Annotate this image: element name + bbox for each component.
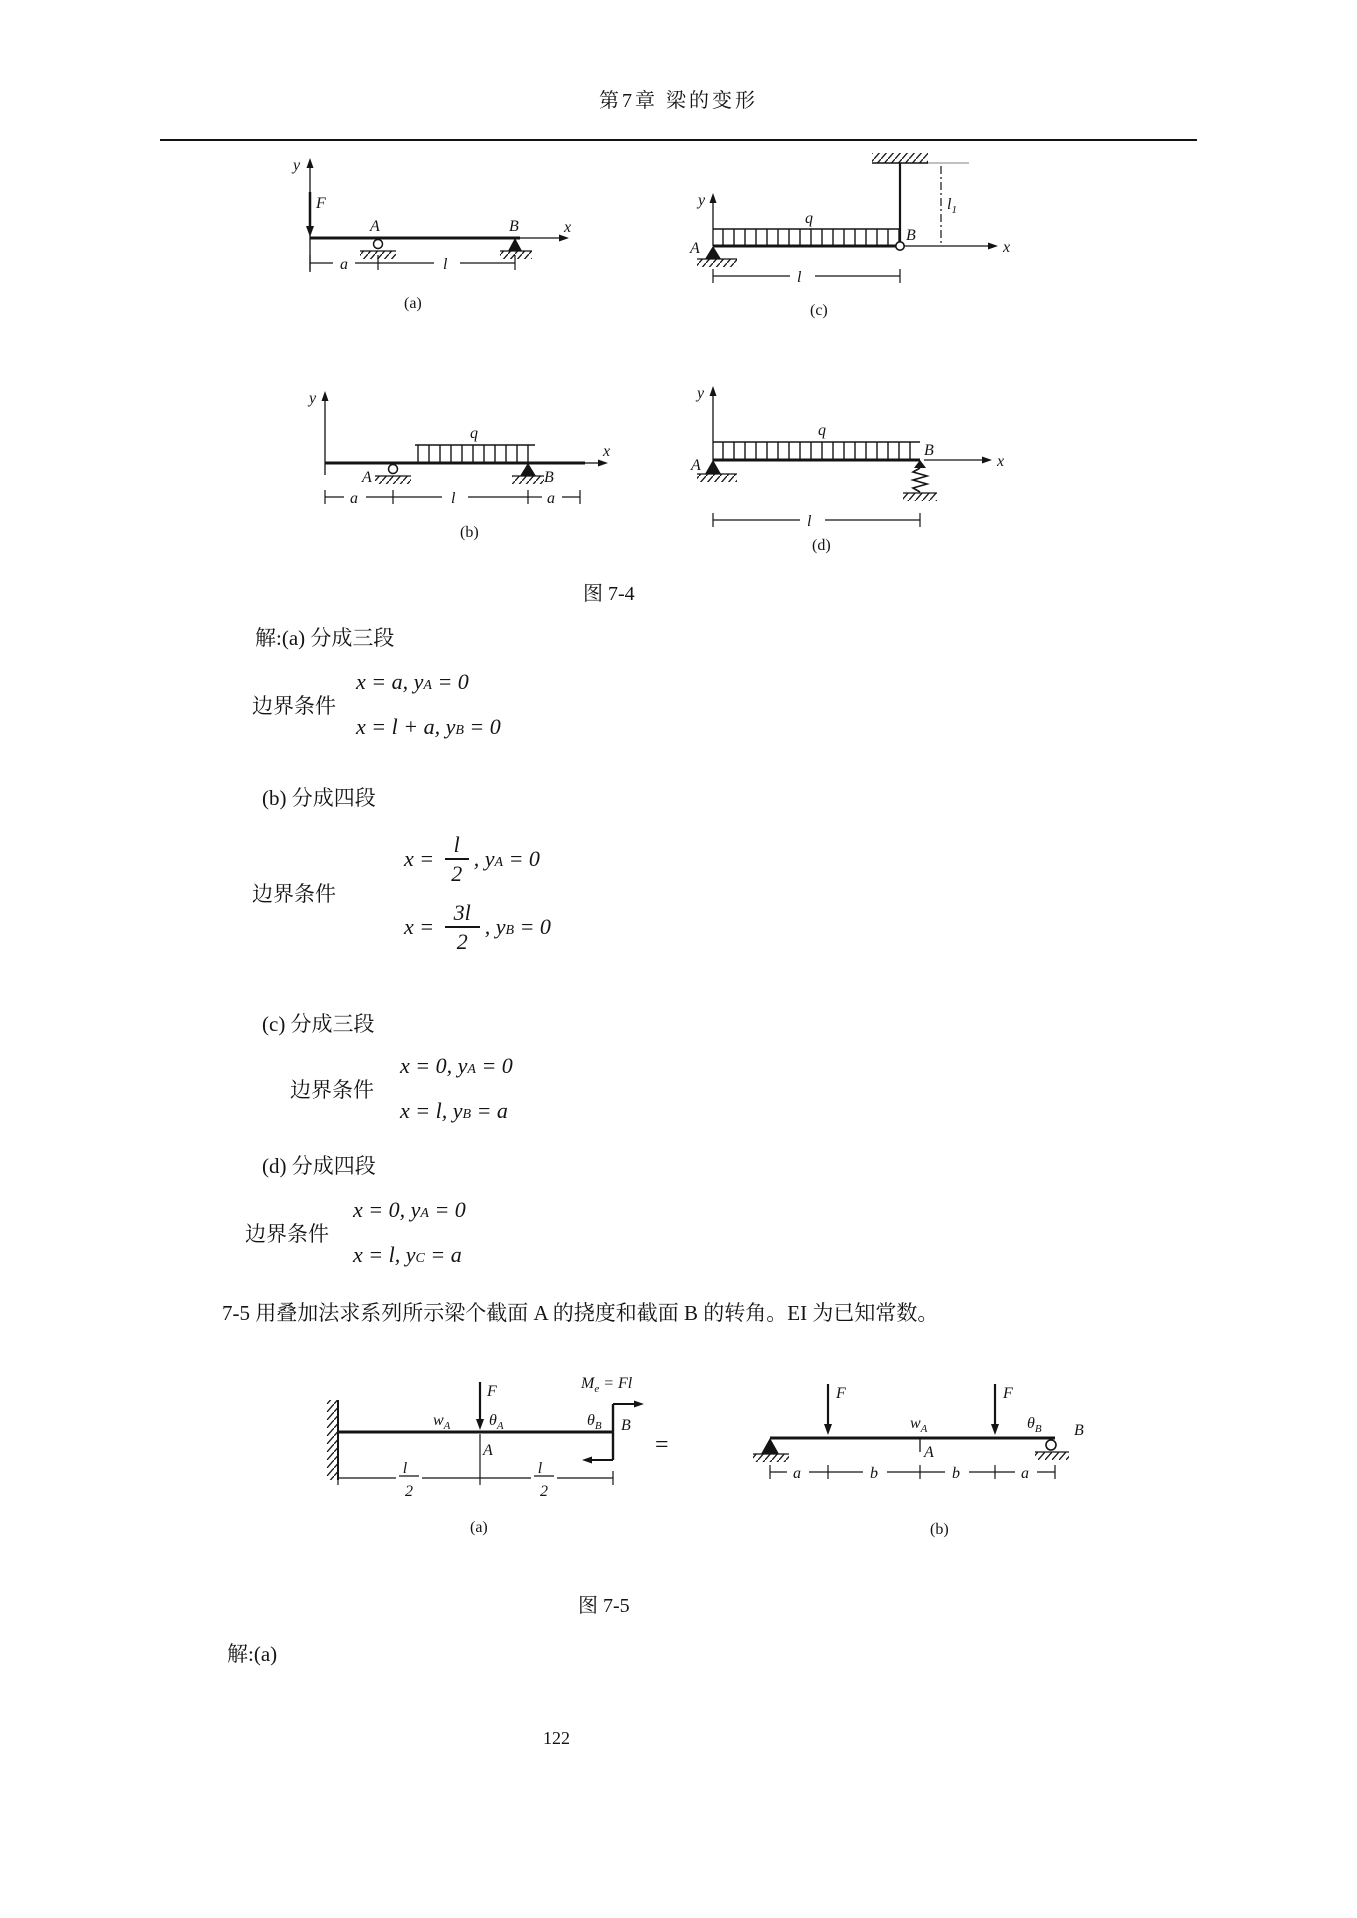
boundary-conditions-b [252, 833, 551, 953]
point-a-label: A [924, 1444, 934, 1461]
roller-support-b-icon [512, 463, 544, 484]
roller-support-right-icon [1035, 1440, 1069, 1460]
pin-support-a-icon [375, 465, 411, 485]
dim-l1-label: $l_1$ [947, 196, 957, 216]
x-axis [904, 243, 998, 250]
load-label: q [470, 425, 478, 442]
point-a-label: A [483, 1442, 493, 1459]
fig74-diagram-b [270, 385, 615, 545]
eq-pre: x = 0, y [353, 1197, 421, 1222]
x-axis-label: x [603, 443, 611, 460]
dim-half-l-num: l [402, 1460, 408, 1477]
pin-support-left-icon [753, 1438, 789, 1462]
dim-half-l-den: 2 [540, 1483, 548, 1500]
deflection-a-label: $w_A$ [910, 1415, 928, 1435]
load-label: q [818, 422, 826, 439]
boundary-conditions-a [252, 668, 501, 741]
eq-pre: x = l, y [353, 1241, 416, 1267]
y-axis-label: y [293, 157, 301, 174]
pin-support-a-icon [697, 246, 737, 267]
distributed-load [415, 445, 535, 463]
dim-l-label: l [797, 269, 802, 286]
diagram-b-label: (b) [930, 1521, 949, 1538]
dimension-lines [713, 513, 920, 527]
eq-mid: , y [484, 913, 506, 939]
eq-mid: , y [473, 845, 495, 871]
spring-support-b-icon [903, 460, 937, 501]
diagram-a-label: (a) [470, 1519, 488, 1536]
boundary-condition-label: 边界条件 [252, 882, 336, 907]
eq-post: = 0 [475, 1053, 513, 1078]
point-b-label: B [509, 218, 519, 235]
force-label: F [487, 1383, 497, 1400]
distributed-load [713, 229, 900, 246]
equation-d1 [353, 1196, 466, 1225]
eq-pre: x = l, y [400, 1097, 463, 1123]
point-b-label: B [924, 442, 934, 459]
boundary-condition-label: 边界条件 [252, 693, 336, 718]
eq-sub: B [505, 923, 515, 939]
eq-sub: A [420, 1206, 429, 1222]
load-label: q [805, 210, 813, 227]
dim-a2-label: a [1021, 1465, 1029, 1482]
equation-a1 [356, 668, 501, 697]
force-label: F [316, 195, 326, 212]
force-arrow-1 [824, 1384, 832, 1435]
y-axis-label: y [309, 390, 317, 407]
x-axis [924, 457, 992, 464]
section-b-heading: (b) 分成四段 [262, 786, 376, 810]
dim-l-label: l [443, 256, 448, 273]
fig74-diagram-a [270, 150, 575, 315]
force-arrow [306, 192, 314, 237]
x-axis-label: x [1003, 239, 1011, 256]
eq-pre: x = 0, y [400, 1053, 468, 1078]
theta-a-label: $\theta_A$ [489, 1412, 504, 1432]
distributed-load [713, 442, 920, 460]
eq-post: = 0 [431, 669, 469, 694]
eq-pre: x = l + a, y [356, 713, 456, 739]
eq-post: = 0 [428, 1197, 466, 1222]
theta-b-label: $\theta_B$ [1027, 1415, 1042, 1435]
dimension-lines [338, 1434, 613, 1485]
solution-7-5-intro: 解:(a) [227, 1642, 278, 1666]
point-a-label: A [362, 469, 372, 486]
eq-sub: A [423, 678, 432, 694]
header-rule [160, 139, 1197, 141]
equation-d2 [353, 1241, 466, 1270]
frac-num: l [445, 833, 469, 860]
solution-7-4-intro: 解:(a) 分成三段 [255, 626, 395, 650]
point-a-label: A [691, 457, 701, 474]
diagram-c-label: (c) [810, 302, 828, 319]
problem-7-5-statement: 7-5 用叠加法求系列所示梁个截面 A 的挠度和截面 B 的转角。EI 为已知常数。 [222, 1301, 939, 1325]
pin-support-a-icon [697, 460, 737, 482]
fraction [445, 901, 480, 953]
x-axis [585, 460, 608, 467]
point-b-label: B [544, 469, 554, 486]
x-axis-label: x [564, 219, 572, 236]
fig74-diagram-d [685, 380, 1015, 555]
fig74-diagram-c [685, 143, 1015, 323]
dimension-lines [713, 269, 900, 283]
eq-sub: C [415, 1250, 425, 1266]
force-label-1: F [836, 1385, 846, 1402]
x-axis-label: x [997, 453, 1005, 470]
eq-pre: x = [404, 913, 440, 939]
fig75-diagram-b [695, 1372, 1095, 1562]
roller-support-b-icon [500, 238, 532, 259]
eq-sub: A [494, 855, 504, 870]
eq-pre: x = [404, 845, 440, 871]
point-b-label: B [1074, 1422, 1084, 1439]
equation-c2 [400, 1097, 513, 1126]
dim-a1-label: a [793, 1465, 801, 1482]
equation-c1 [400, 1052, 513, 1081]
dim-half-l-den: 2 [405, 1483, 413, 1500]
point-b-label: B [621, 1417, 631, 1434]
dim-b1-label: b [870, 1465, 878, 1482]
equation-a2 [356, 713, 501, 742]
force-arrow [476, 1382, 484, 1430]
dim-b2-label: b [952, 1465, 960, 1482]
diagram-a-label: (a) [404, 295, 422, 312]
eq-post: = 0 [463, 713, 501, 739]
force-label-2: F [1003, 1385, 1013, 1402]
diagram-b-label: (b) [460, 524, 479, 541]
eq-pre: x = a, y [356, 669, 424, 694]
force-arrow-2 [991, 1384, 999, 1435]
equals-sign: = [655, 1432, 669, 1458]
dimension-lines [770, 1465, 1055, 1479]
frac-den: 2 [456, 929, 468, 955]
fraction [445, 833, 469, 885]
dim-a1-label: a [350, 490, 358, 507]
dim-l-label: l [807, 513, 812, 530]
moment-label: $M_e = Fl$ [581, 1375, 633, 1395]
dim-l-label: l [451, 490, 456, 507]
point-b-label: B [906, 227, 916, 244]
eq-post: = 0 [514, 913, 551, 939]
figure-7-5-caption: 图 7-5 [578, 1595, 630, 1617]
joint-b-icon [896, 242, 904, 250]
y-axis-label: y [698, 192, 706, 209]
eq-post: = 0 [503, 845, 540, 871]
eq-sub: A [467, 1062, 476, 1078]
diagram-d-label: (d) [812, 537, 831, 554]
section-c-heading: (c) 分成三段 [262, 1012, 375, 1036]
boundary-condition-label: 边界条件 [290, 1077, 374, 1102]
deflection-a-label: $w_A$ [433, 1412, 451, 1432]
fixed-wall-icon [327, 1400, 338, 1480]
frac-num: 3l [445, 901, 480, 928]
fig75-diagram-a [285, 1372, 650, 1562]
fixed-support-top-icon [872, 153, 969, 163]
boundary-condition-label: 边界条件 [245, 1221, 329, 1246]
page-number: 122 [543, 1728, 570, 1748]
frac-den: 2 [451, 861, 463, 887]
point-a-label: A [370, 218, 380, 235]
figure-7-4-caption: 图 7-4 [583, 583, 635, 605]
eq-sub: B [455, 722, 464, 738]
dim-a-label: a [340, 256, 348, 273]
dim-half-l-num: l [537, 1460, 543, 1477]
dim-a2-label: a [547, 490, 555, 507]
section-d-heading: (d) 分成四段 [262, 1154, 376, 1178]
y-axis-arrow-icon [307, 158, 314, 168]
boundary-conditions-d [245, 1196, 466, 1269]
eq-post: = a [471, 1097, 508, 1123]
boundary-conditions-c [290, 1052, 513, 1125]
y-axis-label: y [697, 385, 705, 402]
theta-b-label: $\theta_B$ [587, 1412, 602, 1432]
point-a-label: A [690, 240, 700, 257]
equation-b2 [404, 901, 551, 953]
eq-post: = a [424, 1241, 462, 1267]
equation-b1 [404, 833, 551, 885]
eq-sub: B [462, 1106, 472, 1122]
chapter-header: 第7章 梁的变形 [599, 90, 758, 112]
